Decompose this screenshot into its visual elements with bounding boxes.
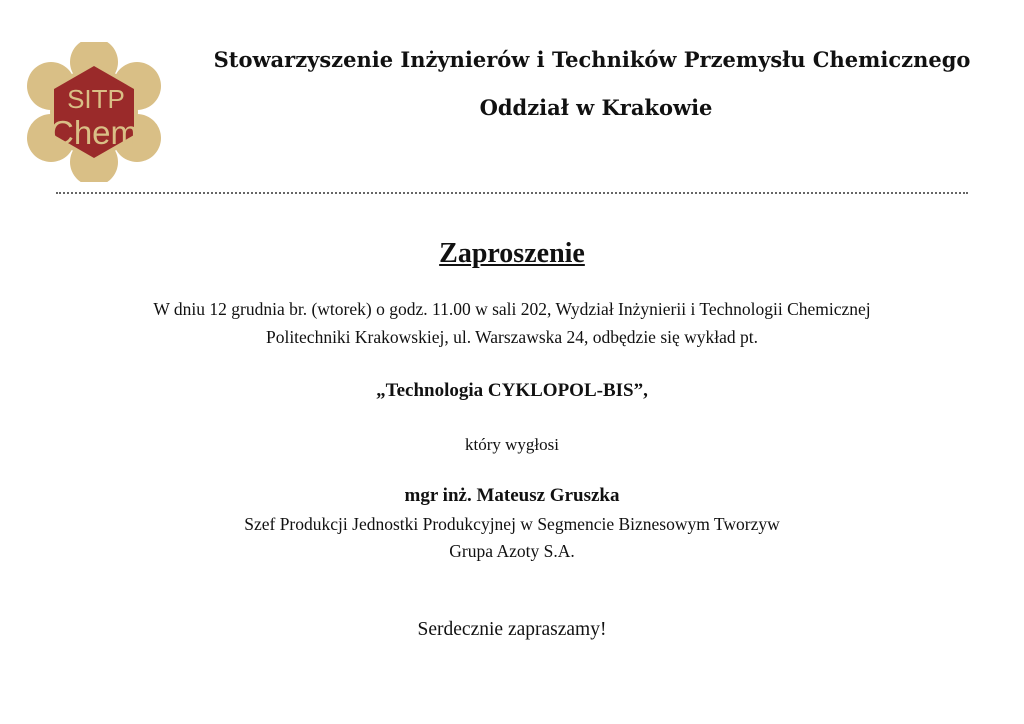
sitp-chem-logo-graphic bbox=[26, 42, 162, 182]
speaker-intro: który wygłosi bbox=[465, 435, 559, 454]
speaker-company: Grupa Azoty S.A. bbox=[449, 541, 575, 561]
speaker-name: mgr inż. Mateusz Gruszka bbox=[404, 485, 620, 506]
header-divider bbox=[56, 192, 968, 194]
closing-text: Serdecznie zapraszamy! bbox=[417, 619, 607, 640]
logo-text-sitp: SITP bbox=[67, 84, 125, 114]
invitation-heading: Zaproszenie bbox=[439, 238, 585, 269]
invitation-body-line-1: W dniu 12 grudnia br. (wtorek) o godz. 11.00 w sali 202, Wydział Inżynierii i Technologii Chemicznej bbox=[153, 299, 871, 319]
speaker-role-line-1: Szef Produkcji Jednostki Produkcyjnej w Segmencie Biznesowym Tworzyw bbox=[244, 514, 780, 534]
organization-name: Stowarzyszenie Inżynierów i Techników Przemysłu Chemicznego bbox=[213, 47, 971, 72]
sitp-chem-logo bbox=[26, 42, 162, 182]
lecture-title: „Technologia CYKLOPOL-BIS”, bbox=[376, 380, 648, 401]
invitation-body-line-2: Politechniki Krakowskiej, ul. Warszawska 24, odbędzie się wykład pt. bbox=[265, 327, 759, 347]
branch-name: Oddział w Krakowie bbox=[479, 95, 713, 120]
logo-text-chem: Chem bbox=[49, 114, 139, 151]
